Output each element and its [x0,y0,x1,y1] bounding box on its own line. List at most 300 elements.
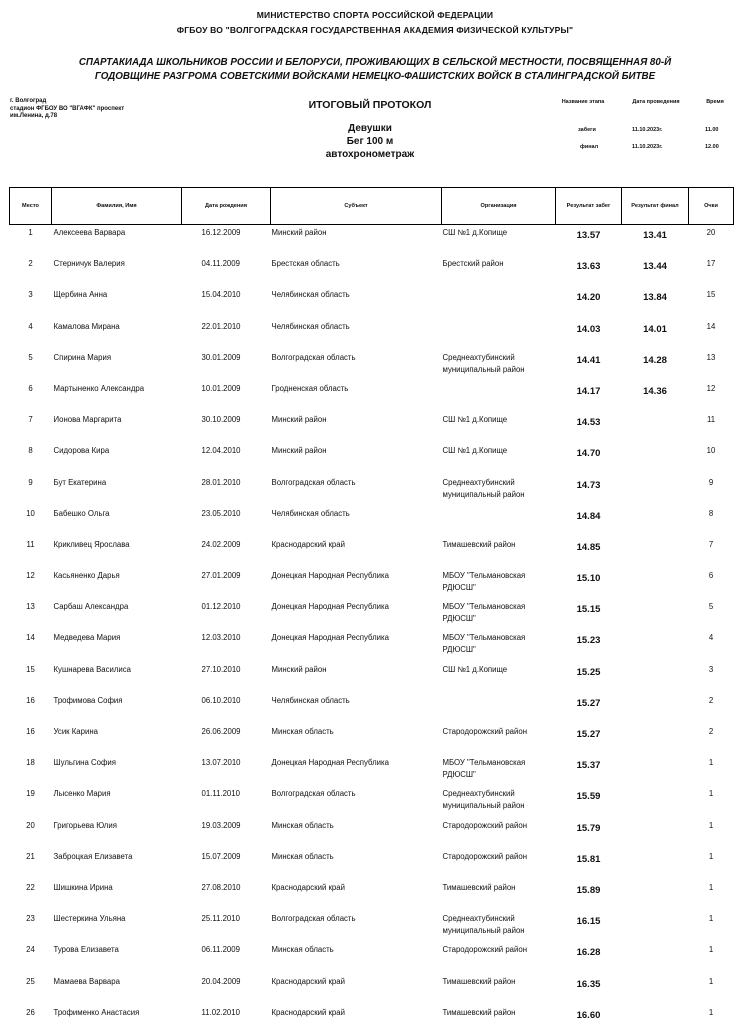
cell-subject-text: Волгоградская область [271,352,356,362]
cell-dob-text: 26.06.2009 [201,727,241,736]
cell-points [689,724,734,755]
cell-final-result [622,381,689,412]
cell-points [689,880,734,911]
cell-points [689,786,734,817]
cell-dob [182,974,271,1005]
cell-name [52,568,182,599]
cell-place [10,537,52,568]
cell-dob [182,630,271,661]
cell-subject-text: Донецкая Народная Республика [271,758,389,768]
cell-points-text: 1 [708,851,714,861]
cell-points-text: 4 [708,633,714,643]
cell-subject [271,693,442,724]
cell-points-text: 5 [708,602,714,612]
cell-org [442,350,556,381]
cell-heats-result-text: 15.15 [576,604,601,616]
col-header-org: Организация [442,188,556,225]
cell-name [52,350,182,381]
cell-points-text: 13 [706,352,716,362]
protocol-title: ИТОГОВЫЙ ПРОТОКОЛ [308,99,432,111]
cell-dob-text: 04.11.2009 [201,259,240,269]
cell-points [689,630,734,661]
cell-place-text: 14 [26,633,35,643]
cell-place [10,350,52,381]
cell-dob-text: 23.05.2010 [201,508,241,518]
cell-org-text: Тимашевский район [442,539,516,549]
cell-heats-result-text: 16.60 [576,1009,601,1021]
cell-place [10,1005,52,1036]
cell-heats-result [556,630,622,661]
cell-heats-result [556,942,622,973]
cell-name [52,693,182,724]
cell-final-result [622,568,689,599]
cell-name [52,849,182,880]
cell-name [52,287,182,318]
cell-org [442,537,556,568]
table-row [10,475,734,506]
cell-place [10,786,52,817]
cell-points [689,256,734,287]
cell-points [689,662,734,693]
cell-org [442,443,556,474]
table-row [10,693,734,724]
cell-org [442,381,556,412]
cell-dob-text: 27.08.2010 [201,882,241,892]
cell-heats-result-text: 15.23 [576,635,601,647]
cell-org-text: СШ №1 д.Копище [442,415,508,425]
table-row [10,412,734,443]
cell-heats-result-text: 15.81 [576,853,601,865]
cell-place-text: 1 [28,228,33,237]
table-row [10,287,734,318]
cell-final-result-text [622,537,689,542]
cell-subject [271,537,442,568]
cell-name-text: Сарбаш Александра [53,602,129,612]
cell-subject-text: Минский район [271,664,327,674]
cell-dob-text: 01.12.2010 [201,602,241,612]
cell-dob-text: 20.04.2009 [201,976,241,986]
cell-points [689,693,734,724]
cell-heats-result [556,475,622,506]
cell-org-text [442,287,556,289]
cell-dob-text: 15.07.2009 [201,851,241,861]
cell-points-text: 1 [708,758,714,768]
cell-heats-result [556,974,622,1005]
cell-points [689,350,734,381]
cell-subject [271,319,442,350]
cell-final-result-text [622,693,689,698]
protocol-discipline: Бег 100 м [346,136,394,147]
cell-final-result-text [622,662,689,667]
cell-org-text [442,693,556,695]
cell-final-result [622,755,689,786]
cell-dob-text: 19.03.2009 [201,820,241,830]
cell-place-text: 7 [28,415,33,425]
cell-points [689,287,734,318]
cell-org-text: Среднеахтубинский муниципальный район [442,789,525,811]
cell-subject [271,662,442,693]
cell-points [689,974,734,1005]
cell-subject-text: Краснодарский край [271,882,345,892]
cell-subject [271,942,442,973]
cell-dob-text: 10.01.2009 [201,383,241,393]
cell-place [10,475,52,506]
cell-subject [271,350,442,381]
cell-place-text: 21 [26,851,35,861]
table-row [10,319,734,350]
cell-place [10,818,52,849]
cell-org [442,287,556,318]
cell-heats-result-text: 14.41 [576,354,601,366]
cell-name [52,630,182,661]
cell-org [442,568,556,599]
cell-subject [271,755,442,786]
cell-points-text: 1 [708,945,714,955]
cell-org-text: Тимашевский район [442,1007,516,1017]
cell-final-result [622,599,689,630]
cell-points [689,942,734,973]
table-row [10,381,734,412]
cell-dob [182,724,271,755]
cell-subject-text: Краснодарский край [271,1007,345,1017]
cell-subject-text: Брестская область [271,259,340,269]
cell-org-text: СШ №1 д.Копище [442,446,508,456]
cell-heats-result-text: 14.70 [576,448,601,460]
cell-heats-result [556,880,622,911]
cell-place-text: 15 [26,664,35,674]
cell-name-text: Турова Елизавета [53,945,119,955]
cell-place [10,911,52,942]
cell-name [52,599,182,630]
cell-heats-result-text: 14.85 [576,541,601,553]
cell-dob [182,225,271,257]
cell-org [442,599,556,630]
cell-name-text: Касьяненко Дарья [53,571,120,581]
cell-dob-text: 11.02.2010 [201,1007,240,1017]
cell-points-text: 12 [706,383,716,393]
cell-points [689,568,734,599]
col-header-subject: Субъект [271,188,442,225]
cell-name-text: Заброцкая Елизавета [53,851,133,861]
cell-name [52,880,182,911]
cell-subject [271,443,442,474]
cell-name-text: Трофимова София [53,695,123,705]
cell-heats-result [556,350,622,381]
cell-place-text: 5 [28,352,33,362]
cell-org-text: Тимашевский район [442,976,516,986]
cell-org [442,412,556,443]
cell-org [442,319,556,350]
cell-heats-result [556,381,622,412]
cell-points-text: 1 [708,1007,714,1017]
cell-subject-text: Краснодарский край [271,539,345,549]
cell-org [442,880,556,911]
cell-place [10,880,52,911]
cell-name-text: Трофименко Анастасия [53,1007,140,1017]
cell-points [689,537,734,568]
protocol-timing: автохронометраж [325,149,415,160]
cell-name-text: Шестеркина Ульяна [53,914,126,924]
cell-points [689,225,734,257]
cell-name [52,1005,182,1036]
cell-dob [182,599,271,630]
cell-place [10,849,52,880]
cell-heats-result-text: 15.59 [576,791,601,803]
cell-dob-text: 27.01.2009 [201,571,241,581]
cell-dob [182,381,271,412]
cell-final-result-text [622,412,689,417]
cell-place [10,599,52,630]
cell-heats-result-text: 13.63 [576,261,601,273]
cell-subject [271,475,442,506]
cell-dob [182,849,271,880]
protocol-heading [250,99,490,161]
cell-place [10,287,52,318]
cell-final-result [622,942,689,973]
cell-name-text: Сидорова Кира [53,446,110,456]
cell-org-text: Стародорожский район [442,945,527,955]
table-row [10,256,734,287]
schedule-stage-2: финал [580,144,599,150]
cell-subject [271,256,442,287]
cell-heats-result-text: 15.27 [576,729,601,740]
cell-points [689,1005,734,1036]
cell-place-text: 24 [26,945,35,955]
table-row [10,724,734,755]
cell-subject [271,568,442,599]
cell-heats-result-text: 15.89 [576,884,601,896]
cell-subject [271,880,442,911]
table-row [10,942,734,973]
cell-heats-result [556,786,622,817]
cell-name [52,755,182,786]
cell-name-text: Усик Карина [53,727,98,736]
schedule-date-1: 11.10.2023г. [632,127,663,133]
cell-final-result-text: 14.28 [643,354,667,366]
cell-dob [182,256,271,287]
cell-final-result-text [622,880,689,885]
cell-final-result-text [622,724,689,729]
cell-subject [271,287,442,318]
cell-subject-text: Минская область [271,851,334,861]
cell-final-result [622,537,689,568]
cell-subject-text: Минский район [271,228,327,237]
cell-final-result [622,880,689,911]
cell-points [689,381,734,412]
cell-subject [271,506,442,537]
cell-place-text: 4 [28,321,33,331]
cell-dob [182,880,271,911]
cell-final-result [622,786,689,817]
cell-points-text: 11 [706,415,716,425]
cell-dob [182,755,271,786]
cell-org [442,225,556,257]
col-header-name: Фамилия, Имя [52,188,182,225]
cell-points-text: 9 [708,477,714,487]
event-title-line-2: ГОДОВЩИНЕ РАЗГРОМА СОВЕТСКИМИ ВОЙСКАМИ НЕМЕЦКО-ФАШИСТСКИХ ВОЙСК В СТАЛИНГРАДСКОЙ БИТВЕ [94,71,656,82]
cell-heats-result-text: 14.17 [576,385,601,397]
event-title-line-1: СПАРТАКИАДА ШКОЛЬНИКОВ РОССИИ И БЕЛОРУСИ, ПРОЖИВАЮЩИХ В СЕЛЬСКОЙ МЕСТНОСТИ, ПОСВЯЩЕННАЯ 80-Й [78,57,672,68]
cell-subject-text: Челябинская область [271,290,350,300]
cell-org [442,786,556,817]
cell-heats-result [556,849,622,880]
cell-place-text: 23 [26,914,35,924]
cell-final-result-text [622,599,689,604]
cell-final-result-text [622,506,689,511]
cell-subject-text: Донецкая Народная Республика [271,633,389,643]
cell-subject-text: Минский район [271,415,327,425]
cell-dob [182,319,271,350]
cell-name [52,381,182,412]
cell-heats-result-text: 15.37 [576,760,601,772]
cell-subject [271,630,442,661]
cell-name [52,443,182,474]
table-row [10,880,734,911]
cell-name [52,256,182,287]
table-row [10,786,734,817]
venue-address-line-2: им.Ленина, д.78 [10,113,58,119]
cell-points-text: 1 [708,789,714,799]
cell-final-result-text [622,818,689,823]
cell-heats-result-text: 14.20 [576,292,601,304]
cell-place-text: 25 [26,976,35,986]
schedule-date-2: 11.10.2023г. [632,144,663,150]
cell-name-text: Алексеева Варвара [53,228,126,237]
cell-place [10,381,52,412]
cell-points-text: 1 [708,914,714,924]
cell-final-result [622,350,689,381]
cell-subject [271,724,442,755]
table-row [10,443,734,474]
table-row [10,350,734,381]
col-header-points: Очки [689,188,734,225]
table-row [10,911,734,942]
cell-final-result-text [622,568,689,573]
cell-final-result-text: 14.36 [643,385,667,397]
cell-heats-result-text: 14.73 [576,479,601,491]
cell-dob-text: 15.04.2010 [201,290,241,300]
cell-points-text: 14 [706,321,716,331]
cell-final-result [622,319,689,350]
cell-dob [182,506,271,537]
cell-final-result [622,1005,689,1036]
cell-org-text: СШ №1 д.Копище [442,664,508,674]
cell-name-text: Крикливец Ярослава [53,539,130,549]
cell-heats-result [556,412,622,443]
cell-subject [271,818,442,849]
table-row [10,506,734,537]
cell-points [689,412,734,443]
cell-final-result-text: 13.44 [643,261,667,273]
cell-points-text: 20 [706,228,716,237]
cell-name [52,974,182,1005]
cell-org [442,942,556,973]
cell-name-text: Камалова Мирана [53,321,120,331]
cell-final-result [622,506,689,537]
table-row [10,1005,734,1036]
cell-final-result-text [622,942,689,947]
cell-subject [271,849,442,880]
cell-dob-text: 30.10.2009 [201,415,241,425]
cell-name [52,724,182,755]
venue-info [10,98,170,121]
cell-dob-text: 24.02.2009 [201,539,241,549]
cell-place [10,693,52,724]
col-header-place: Место [10,188,52,225]
cell-points-text: 6 [708,571,714,581]
cell-heats-result-text: 16.15 [576,916,601,928]
cell-heats-result [556,911,622,942]
cell-name [52,537,182,568]
cell-place [10,974,52,1005]
cell-org-text: Тимашевский район [442,882,516,892]
cell-heats-result [556,537,622,568]
cell-name [52,942,182,973]
cell-dob [182,412,271,443]
cell-place-text: 18 [26,758,35,768]
table-row [10,849,734,880]
cell-name [52,662,182,693]
table-row [10,599,734,630]
cell-subject-text: Челябинская область [271,508,350,518]
cell-org [442,256,556,287]
cell-subject-text: Волгоградская область [271,477,356,487]
ministry-title: МИНИСТЕРСТВО СПОРТА РОССИЙСКОЙ ФЕДЕРАЦИИ [256,10,494,20]
cell-org [442,662,556,693]
cell-dob [182,475,271,506]
cell-name [52,319,182,350]
cell-dob [182,350,271,381]
cell-dob [182,786,271,817]
schedule-stage-header: Название этапа [561,99,605,105]
cell-org-text: Стародорожский район [442,727,527,736]
cell-org-text: МБОУ "Тельмановская РДЮСШ" [442,633,526,655]
cell-dob-text: 25.11.2010 [201,914,240,924]
cell-final-result-text [622,475,689,480]
cell-points-text: 1 [708,820,714,830]
cell-subject-text: Минская область [271,945,334,955]
cell-subject [271,599,442,630]
cell-name-text: Шульгина София [53,758,116,768]
cell-name [52,818,182,849]
cell-final-result-text: 14.01 [643,323,667,335]
col-header-final: Результат финал [622,188,689,225]
cell-dob-text: 22.01.2010 [201,321,241,331]
cell-name [52,475,182,506]
cell-org-text: МБОУ "Тельмановская РДЮСШ" [442,602,526,624]
cell-place [10,662,52,693]
cell-heats-result [556,506,622,537]
cell-name-text: Бабешко Ольга [53,508,110,518]
cell-final-result [622,693,689,724]
cell-dob [182,1005,271,1036]
cell-subject [271,381,442,412]
cell-place-text: 20 [26,820,35,830]
cell-points-text: 17 [706,259,716,269]
cell-points-text: 15 [706,290,716,300]
cell-org-text: Среднеахтубинский муниципальный район [442,477,525,499]
schedule-date-header: Дата проведения [632,99,680,105]
cell-final-result [622,443,689,474]
cell-dob-text: 06.11.2009 [201,945,240,955]
cell-org [442,849,556,880]
event-title [20,56,730,84]
cell-org [442,911,556,942]
cell-org [442,724,556,755]
cell-final-result [622,974,689,1005]
cell-place-text: 2 [28,259,33,269]
cell-dob-text: 12.04.2010 [201,446,241,456]
